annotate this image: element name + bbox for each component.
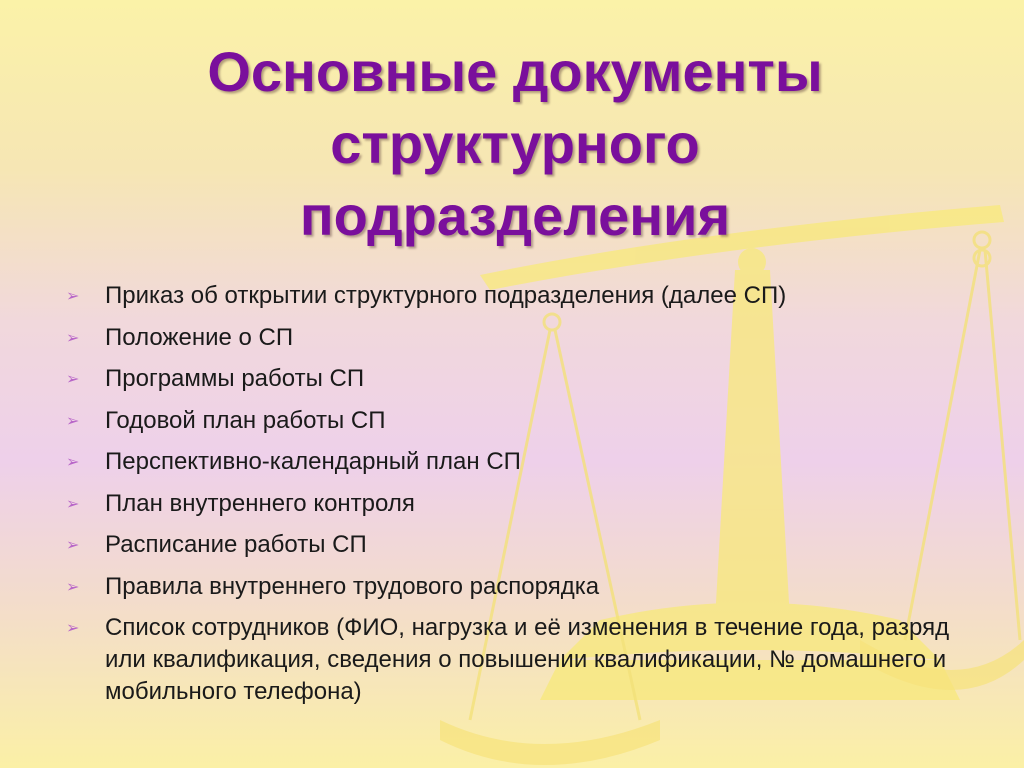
list-item-text: Приказ об открытии структурного подразделения (далее СП): [105, 282, 787, 309]
list-item-text: Список сотрудников (ФИО, нагрузка и её изменения в течение года, разряд или квалификация, сведения о повышении квалификации, № домашнего и мобильного телефона): [105, 614, 950, 705]
list-item-text: Годовой план работы СП: [105, 406, 386, 434]
list-item: [66, 446, 966, 478]
list-item: [66, 405, 966, 437]
title-line: Основные документы: [207, 40, 823, 103]
list-item-text: Правила внутреннего трудового распорядка: [105, 572, 600, 600]
chevron-right-icon: ➢: [66, 288, 80, 305]
chevron-right-icon: ➢: [66, 371, 80, 388]
list-item: [66, 612, 966, 708]
list-item: [66, 363, 966, 395]
list-item: [66, 571, 966, 603]
list-item-text: Положение о СП: [105, 323, 294, 351]
chevron-right-icon: ➢: [66, 454, 80, 471]
list-item-text: План внутреннего контроля: [105, 489, 415, 517]
chevron-right-icon: ➢: [66, 495, 80, 513]
chevron-right-icon: ➢: [66, 578, 80, 596]
list-item: [66, 529, 966, 561]
chevron-right-icon: ➢: [66, 412, 80, 430]
list-item: [66, 322, 966, 354]
list-item: [66, 488, 966, 520]
document-list: [66, 280, 966, 718]
slide-title: [90, 36, 940, 252]
list-item-text: Перспективно-календарный план СП: [105, 448, 521, 475]
list-item-text: Программы работы СП: [105, 365, 365, 392]
title-line: подразделения: [299, 184, 731, 247]
chevron-right-icon: ➢: [66, 329, 80, 347]
list-item: [66, 280, 966, 312]
list-item-text: Расписание работы СП: [105, 531, 367, 558]
chevron-right-icon: ➢: [66, 537, 80, 554]
title-line: структурного: [330, 112, 700, 175]
chevron-right-icon: ➢: [66, 620, 80, 637]
